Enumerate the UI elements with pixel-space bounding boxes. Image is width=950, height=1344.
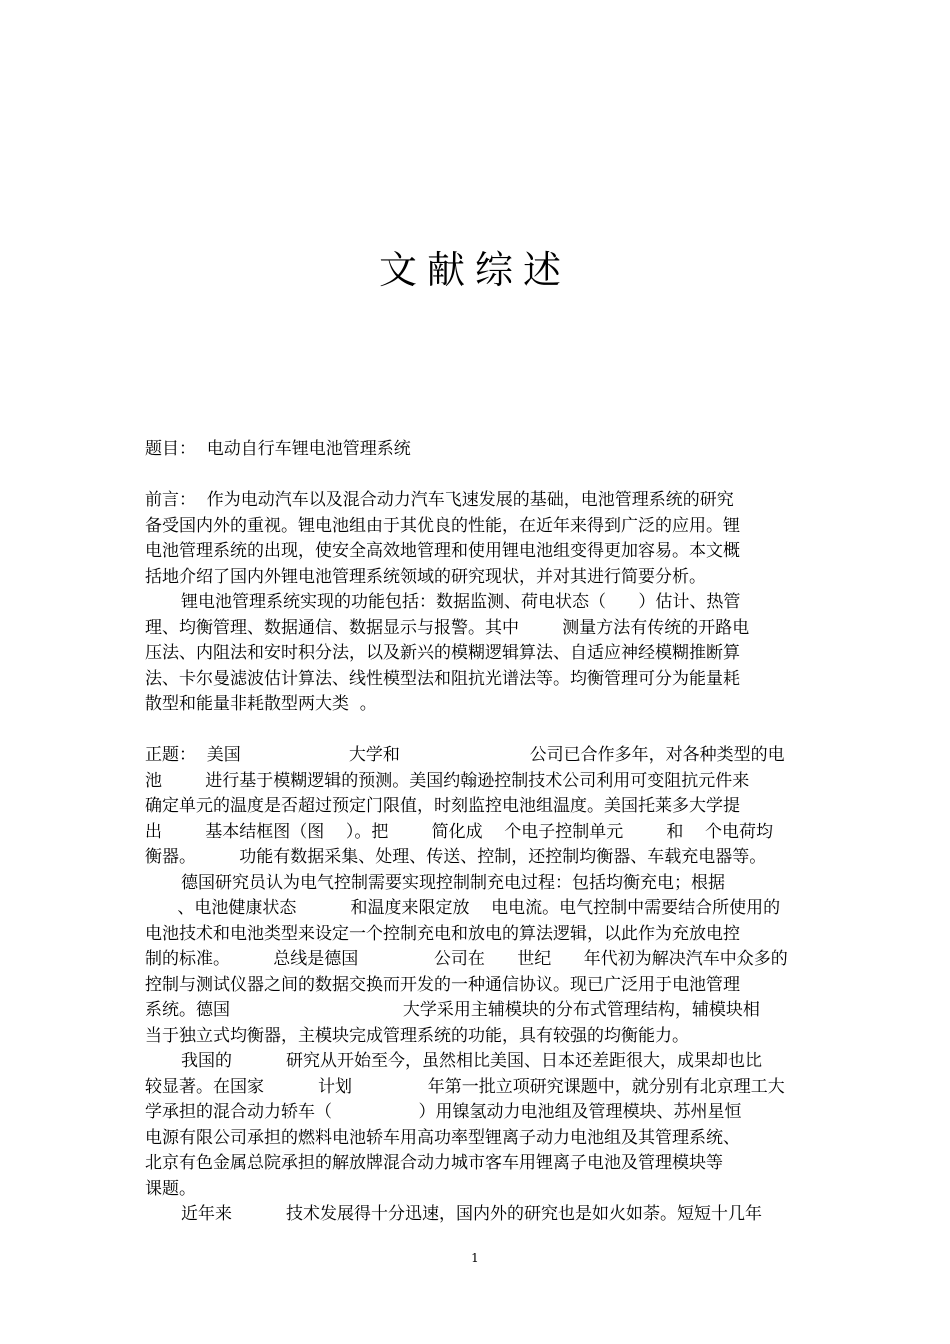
text-line: 较显著。在国家 计划 年第一批立项研究课题中，就分别有北京理工大 bbox=[145, 1076, 785, 1097]
main-paragraph-3 bbox=[145, 1049, 811, 1202]
blank-line bbox=[145, 718, 811, 744]
text-line: 括地介绍了国内外锂电池管理系统领域的研究现状，并对其进行简要分析。 bbox=[145, 566, 706, 587]
text-line: 前言： 作为电动汽车以及混合动力汽车飞速发展的基础，电池管理系统的研究 bbox=[145, 490, 734, 510]
topic-line: 题目： 电动自行车锂电池管理系统 bbox=[145, 439, 411, 459]
text-line: 压法、内阻法和安时积分法，以及新兴的模糊逻辑算法、自适应神经模糊推断算 bbox=[145, 643, 740, 663]
text-line: 制的标准。 总线是德国 公司在 世纪 年代初为解决汽车中众多的 bbox=[145, 949, 788, 969]
text-line: 确定单元的温度是否超过预定门限值，时刻监控电池组温度。美国托莱多大学提 bbox=[145, 796, 740, 816]
text-line: 我国的 研究从开始至今，虽然相比美国、日本还差距很大，成果却也比 bbox=[181, 1051, 763, 1071]
main-paragraph-4 bbox=[145, 1202, 811, 1228]
preface-paragraph bbox=[145, 488, 811, 590]
text-line: 电池管理系统的出现，使安全高效地管理和使用锂电池组变得更加容易。本文概 bbox=[145, 541, 740, 561]
text-line: 电池技术和电池类型来设定一个控制充电和放电的算法逻辑，以此作为充放电控 bbox=[145, 923, 740, 944]
text-line: 近年来 技术发展得十分迅速，国内外的研究也是如火如荼。短短十几年 bbox=[181, 1204, 763, 1224]
main-paragraph-1 bbox=[145, 743, 811, 871]
text-line: 课题。 bbox=[145, 1178, 196, 1199]
text-line: 电源有限公司承担的燃料电池轿车用高功率型锂离子动力电池组及其管理系统、 bbox=[145, 1127, 740, 1148]
main-paragraph-2 bbox=[145, 871, 811, 1050]
text-line: 北京有色金属总院承担的解放牌混合动力城市客车用锂离子电池及管理模块等 bbox=[145, 1153, 723, 1173]
text-line: 控制与测试仪器之间的数据交换而开发的一种通信协议。现已广泛用于电池管理 bbox=[145, 974, 740, 995]
text-line: 池 进行基于模糊逻辑的预测。美国约翰逊控制技术公司利用可变阻抗元件来 bbox=[145, 770, 750, 791]
text-line: 当于独立式均衡器，主模块完成管理系统的功能，具有较强的均衡能力。 bbox=[145, 1025, 689, 1046]
text-line: 备受国内外的重视。锂电池组由于其优良的性能，在近年来得到广泛的应用。锂 bbox=[145, 515, 740, 536]
text-line: 正题： 美国 大学和 公司已合作多年，对各种类型的电 bbox=[145, 745, 785, 765]
document-title: 文献综述 bbox=[378, 248, 571, 292]
blank-line bbox=[145, 463, 811, 489]
text-line: 出 基本结框图（图 ）。把 简化成 个电子控制单元 和 个电荷均 bbox=[145, 821, 774, 842]
text-line: 法、卡尔曼滤波估计算法、线性模型法和阻抗光谱法等。均衡管理可分为能量耗 bbox=[145, 668, 740, 689]
text-line: 理、均衡管理、数据通信、数据显示与报警。其中 测量方法有传统的开路电 bbox=[145, 617, 750, 638]
page-number: 1 bbox=[471, 1251, 479, 1265]
text-line: 锂电池管理系统实现的功能包括：数据监测、荷电状态（ ）估计、热管 bbox=[181, 592, 741, 612]
text-line: 德国研究员认为电气控制需要实现控制制充电过程：包括均衡充电；根据 bbox=[181, 872, 725, 893]
text-line: 学承担的混合动力轿车（ ）用镍氢动力电池组及管理模块、苏州星恒 bbox=[145, 1102, 742, 1122]
text-line: 、电池健康状态 和温度来限定放 电电流。电气控制中需要结合所使用的 bbox=[145, 898, 781, 918]
text-line: 衡器。 功能有数据采集、处理、传送、控制，还控制均衡器、车载充电器等。 bbox=[145, 847, 767, 867]
document-body bbox=[145, 437, 811, 1228]
functions-paragraph bbox=[145, 590, 811, 718]
text-line: 系统。德国 大学采用主辅模块的分布式管理结构，辅模块相 bbox=[145, 1000, 760, 1020]
text-line: 散型和能量非耗散型两大类 。 bbox=[145, 694, 377, 714]
